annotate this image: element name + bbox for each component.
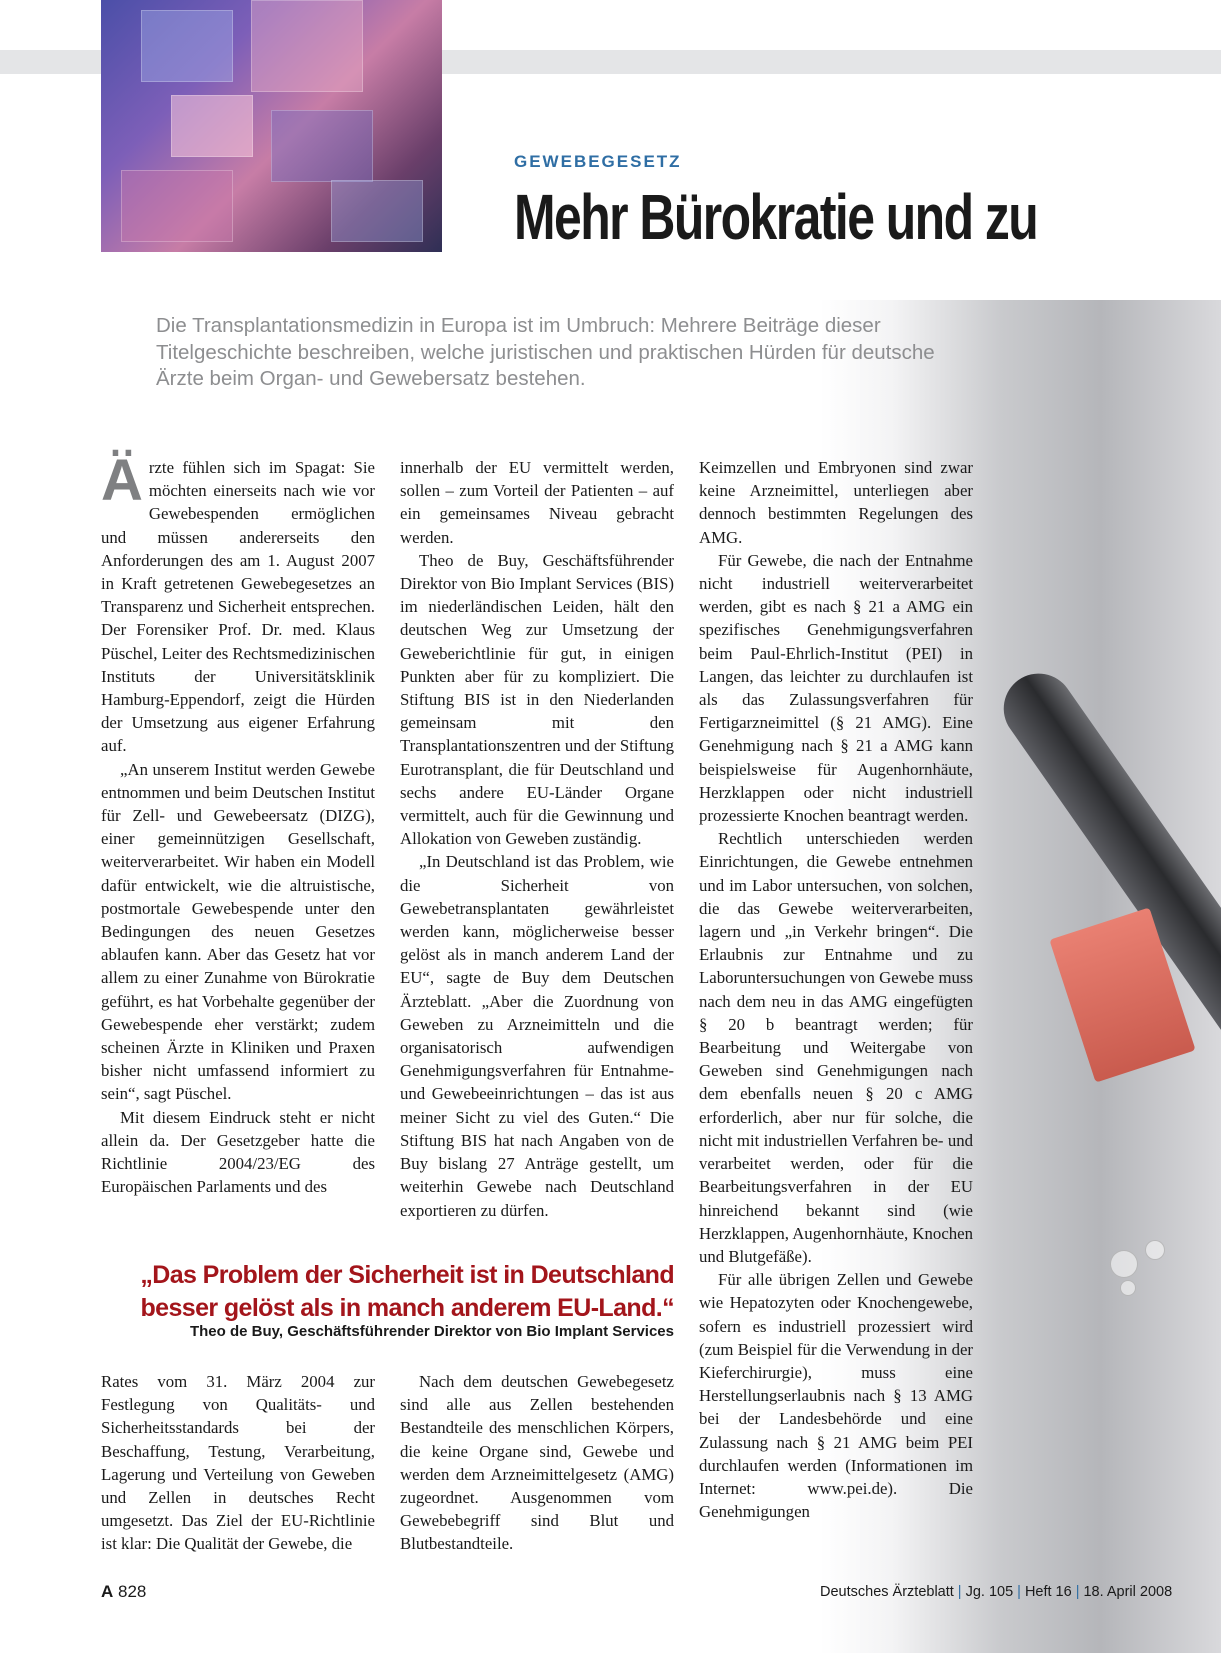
section-letter: A — [101, 1582, 114, 1601]
journal-info — [820, 1584, 1172, 1600]
article-kicker: GEWEBEGESETZ — [514, 152, 682, 171]
journal-name: Deutsches Ärzteblatt — [820, 1584, 954, 1600]
column-2-top — [400, 456, 674, 1222]
pull-quote-source: Theo de Buy, Geschäftsführender Direktor von Bio Implant Services — [189, 1323, 674, 1340]
separator: | — [1017, 1584, 1021, 1600]
pull-quote-line-1: „Das Problem der Sicherheit ist in Deutschland — [140, 1261, 674, 1289]
journal-issue: Heft 16 — [1024, 1584, 1072, 1600]
page-number-value: 828 — [118, 1582, 147, 1601]
page-number — [101, 1582, 146, 1602]
article-lead: Die Transplantationsmedizin in Europa ist im Umbruch: Mehrere Beiträge dieser Titelgeschichte beschreiben, welche juristischen und praktischen Hürden für deutsche Ärzte beim Organ- und Gewebersatz bestehen. — [156, 314, 935, 390]
paragraph: „An unserem Institut werden Gewebe entnommen und beim Deutschen Institut für Zell- und Gewebeersatz (DIZG), einer gemeinnützigen Gesellschaft, weiterverarbeitet. Wir haben ein Modell dafür entwickelt, wie die altruistische, postmortale Gewebespende unter den Bedingungen des neuen Gesetzes ablaufen kann. Aber das Gesetz hat vor allem zu einer Zunahme von Bürokratie geführt, es hat Vorbehalte gegenüber der Gewebespende eher verstärkt; zudem scheinen Ärzte in Kliniken und Praxen bisher nicht umfassend informiert zu sein“, sagt Püschel. — [101, 759, 375, 1104]
column-1-top — [101, 448, 376, 1199]
separator: | — [957, 1584, 962, 1600]
paragraph: Für alle übrigen Zellen und Gewebe wie Hepatozyten oder Knochengewebe, sofern es industriell prozessiert wird (zum Beispiel für die Verwendung in der Kieferchirurgie), muss eine Herstellungserlaubnis nach § 13 AMG bei der Landesbehörde und eine Zulassung nach § 21 AMG beim PEI durchlaufen werden (Informationen im Internet: www.pei.de). Die Genehmigungen — [699, 1270, 973, 1522]
column-3 — [699, 456, 973, 1523]
paragraph: Theo de Buy, Geschäftsführender Direktor von Bio Implant Services (BIS) im niederländischen Leiden, hält den deutschen Weg zur Umsetzung der Geweberichtlinie für gut, in einigen Punkten aber für zu kompliziert. Die Stiftung BIS ist in den Niederlanden gemeinsam mit den Transplantationszentren und der Stiftung Eurotransplant, die für Deutschland und sechs andere EU-Länder Organe vermittelt, auch für die Gewinnung und Allokation von Geweben zuständig. — [400, 550, 674, 849]
pull-quote-line-2: besser gelöst als in manch anderem EU-Land.“ — [140, 1294, 674, 1322]
column-1-bottom — [101, 1370, 375, 1556]
pull-quote — [101, 1259, 674, 1325]
paragraph: Nach dem deutschen Gewebegesetz sind alle aus Zellen bestehenden Bestandteile des menschlichen Körpers, die keine Organe sind, Gewebe und werden dem Arzneimittelgesetz (AMG) zugeordnet. Ausgenommen vom Gewebebegriff sind Blut und Blutbestandteile. — [400, 1372, 674, 1554]
paragraph: Rates vom 31. März 2004 zur Festlegung von Qualitäts- und Sicherheitsstandards bei der Beschaffung, Testung, Verarbeitung, Lagerung und Verteilung von Geweben und Zellen in deutsches Recht umgesetzt. Das Ziel der EU-Richtlinie ist klar: Die Qualität der Gewebe, die — [101, 1372, 375, 1554]
drop-cap: Ä — [101, 448, 143, 513]
separator: | — [1075, 1584, 1080, 1600]
paragraph: Rechtlich unterschieden werden Einrichtungen, die Gewebe entnehmen und im Labor untersuchen, von solchen, die das Gewebe weiterverarbeiten, lagern und „in Verkehr bringen“. Die Erlaubnis zur Entnahme und zu Laboruntersuchungen von Gewebe muss nach dem neu in das AMG eingefügten § 20 b beantragt werden; für Bearbeitung und Weitergabe von Geweben sind Genehmigungen nach dem ebenfalls neuen § 20 c AMG erforderlich, aber nur für solche, die nicht mit industriellen Verfahren be- und verarbeitet werden, oder für die Bearbeitungsverfahren in der EU hinreichend bekannt sind (wie Herzklappen, Augenhornhäute, Knochen und Blutgefäße). — [699, 829, 973, 1266]
paragraph: rzte fühlen sich im Spagat: Sie möchten einerseits nach wie vor Gewebespenden ermöglichen und müssen andererseits den Anforderungen des am 1. August 2007 in Kraft getretenen Gewebegesetzes an Transparenz und Sicherheit entsprechen. Der Forensiker Prof. Dr. med. Klaus Püschel, Leiter des Rechtsmedizinischen Instituts der Universitätsklinik Hamburg-Eppendorf, zeigt die Hürden der Umsetzung aus eigener Erfahrung auf. — [101, 458, 376, 756]
hero-image — [101, 0, 442, 252]
journal-volume: Jg. 105 — [965, 1584, 1014, 1600]
journal-date: 18. April 2008 — [1083, 1584, 1173, 1600]
paragraph: Keimzellen und Embryonen sind zwar keine Arzneimittel, unterliegen aber dennoch bestimmten Regelungen des AMG. — [699, 458, 973, 547]
article-headline: Mehr Bürokratie und zu — [514, 181, 1038, 253]
paragraph: Für Gewebe, die nach der Entnahme nicht industriell weiterverarbeitet werden, gibt es nach § 21 a AMG ein spezifisches Genehmigungsverfahren beim Paul-Ehrlich-Institut (PEI) in Langen, das leichter zu durchlaufen ist als das Zulassungsverfahren für Fertigarzneimittel (§ 21 AMG). Eine Genehmigung nach § 21 a AMG kann beispielsweise für Augenhornhäute, Herzklappen oder nicht industriell prozessierte Knochen beantragt werden. — [699, 550, 973, 826]
column-2-bottom — [400, 1370, 674, 1556]
paragraph: innerhalb der EU vermittelt werden, sollen – zum Vorteil der Patienten – auf ein gemeinsames Niveau gebracht werden. — [400, 458, 674, 547]
paragraph: „In Deutschland ist das Problem, wie die Sicherheit von Gewebetransplantaten gewährleistet werden kann, möglicherweise besser gelöst als in manch anderem Land der EU“, sagte de Buy dem Deutschen Ärzteblatt. „Aber die Zuordnung von Geweben zu Arzneimitteln und die organisatorisch aufwendigen Genehmigungsverfahren für Entnahme- und Gewebeeinrichtungen – das ist aus meiner Sicht zu viel des Guten.“ Die Stiftung BIS hat nach Angaben von de Buy bislang 27 Anträge gestellt, um weiterhin Gewebe nach Deutschland exportieren zu dürfen. — [400, 852, 674, 1220]
paragraph: Mit diesem Eindruck steht er nicht allein da. Der Gesetzgeber hatte die Richtlinie 2004/23/EG des Europäischen Parlaments und des — [101, 1107, 375, 1197]
